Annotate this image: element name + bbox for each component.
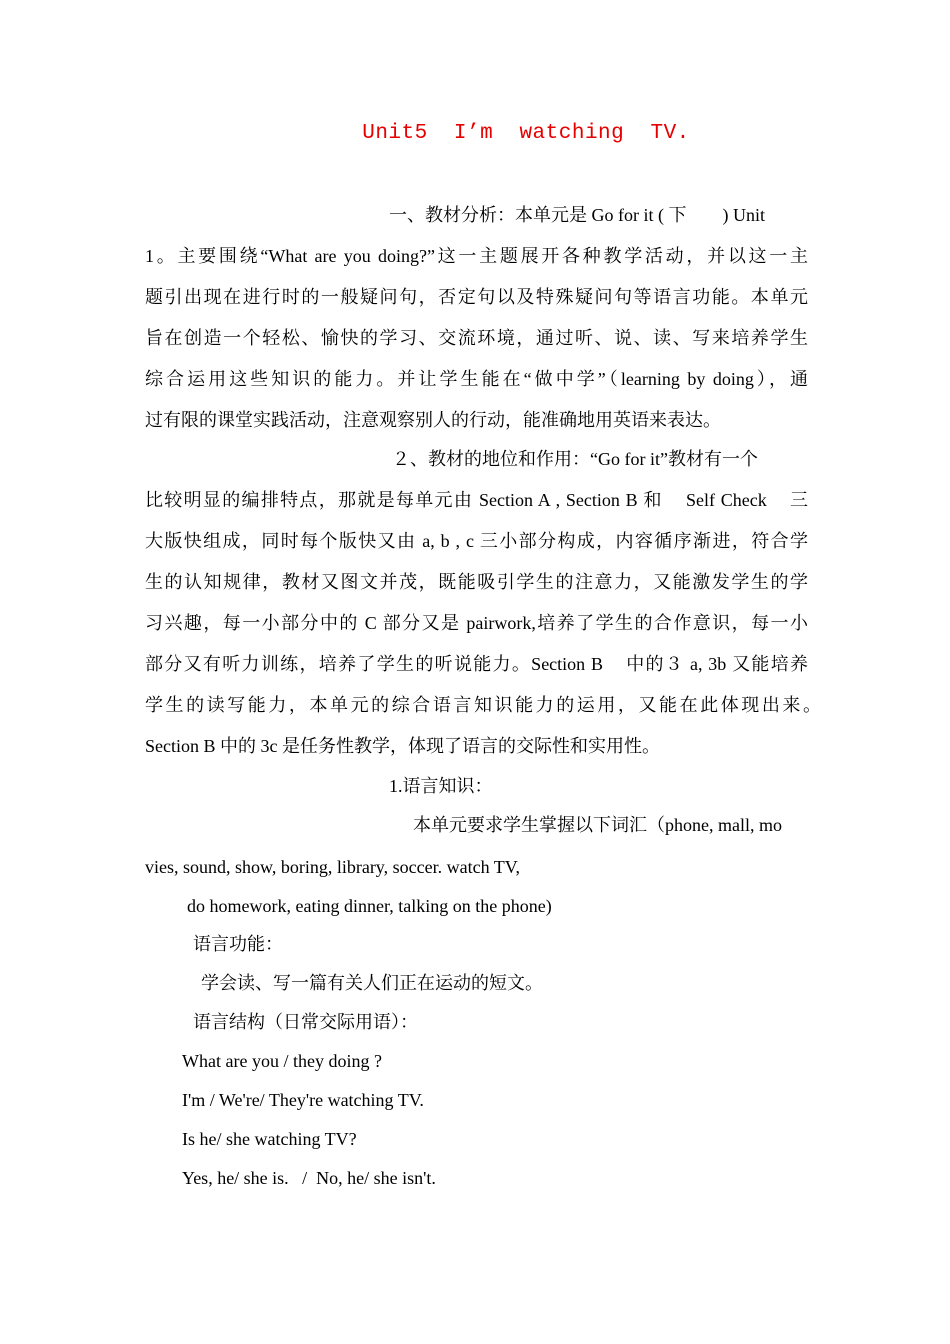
section2-line: 生的认知规律，教材又图文并茂，既能吸引学生的注意力，又能激发学生的学: [145, 572, 808, 592]
knowledge-heading: 1.语言知识：: [389, 776, 493, 796]
section2-line: 习兴趣，每一小部分中的 C 部分又是 pairwork,培养了学生的合作意识，每一小: [145, 613, 808, 633]
section2-line: ２、教材的地位和作用：“Go for it”教材有一个: [392, 449, 758, 469]
function-heading: 语言功能：: [193, 934, 283, 954]
section1-line: 一、教材分析：本单元是 Go for it ( 下 ) Unit: [389, 205, 765, 225]
structure-sentence: I'm / We're/ They're watching TV.: [182, 1090, 424, 1110]
section1-line: 旨在创造一个轻松、愉快的学习、交流环境，通过听、说、读、写来培养学生: [145, 328, 808, 348]
section2-line: 学生的读写能力，本单元的综合语言知识能力的运用，又能在此体现出来。: [145, 695, 821, 715]
vocab-line: vies, sound, show, boring, library, soccer. watch TV,: [145, 857, 520, 877]
section1-line: 1。主要围绕“What are you doing?”这一主题展开各种教学活动，并以这一主: [145, 246, 808, 266]
structure-sentence: Yes, he/ she is. / No, he/ she isn't.: [182, 1168, 436, 1188]
document-title: Unit5 I’m watching TV.: [362, 122, 690, 145]
function-text: 学会读、写一篇有关人们正在运动的短文。: [201, 973, 543, 993]
section1-line: 题引出现在进行时的一般疑问句，否定句以及特殊疑问句等语言功能。本单元: [145, 287, 808, 307]
vocab-line: do homework, eating dinner, talking on the phone): [187, 896, 552, 916]
section2-line: 部分又有听力训练，培养了学生的听说能力。Section B 中的３ a, 3b 又能培养: [145, 654, 808, 674]
vocab-line: 本单元要求学生掌握以下词汇（phone, mall, mo: [413, 815, 782, 835]
section1-line: 过有限的课堂实践活动，注意观察别人的行动，能准确地用英语来表达。: [145, 410, 721, 430]
section2-line: Section B 中的 3c 是任务性教学，体现了语言的交际性和实用性。: [145, 736, 660, 756]
structure-heading: 语言结构（日常交际用语）：: [193, 1012, 418, 1032]
structure-sentence: Is he/ she watching TV?: [182, 1129, 357, 1149]
section1-line: 综合运用这些知识的能力。并让学生能在“做中学”（learning by doing），通: [145, 369, 808, 389]
section2-line: 大版快组成，同时每个版快又由 a, b , c 三小部分构成，内容循序渐进，符合学: [145, 531, 808, 551]
section2-line: 比较明显的编排特点，那就是每单元由 Section A , Section B 和 Self Check 三: [145, 490, 808, 510]
structure-sentence: What are you / they doing ?: [182, 1051, 382, 1071]
